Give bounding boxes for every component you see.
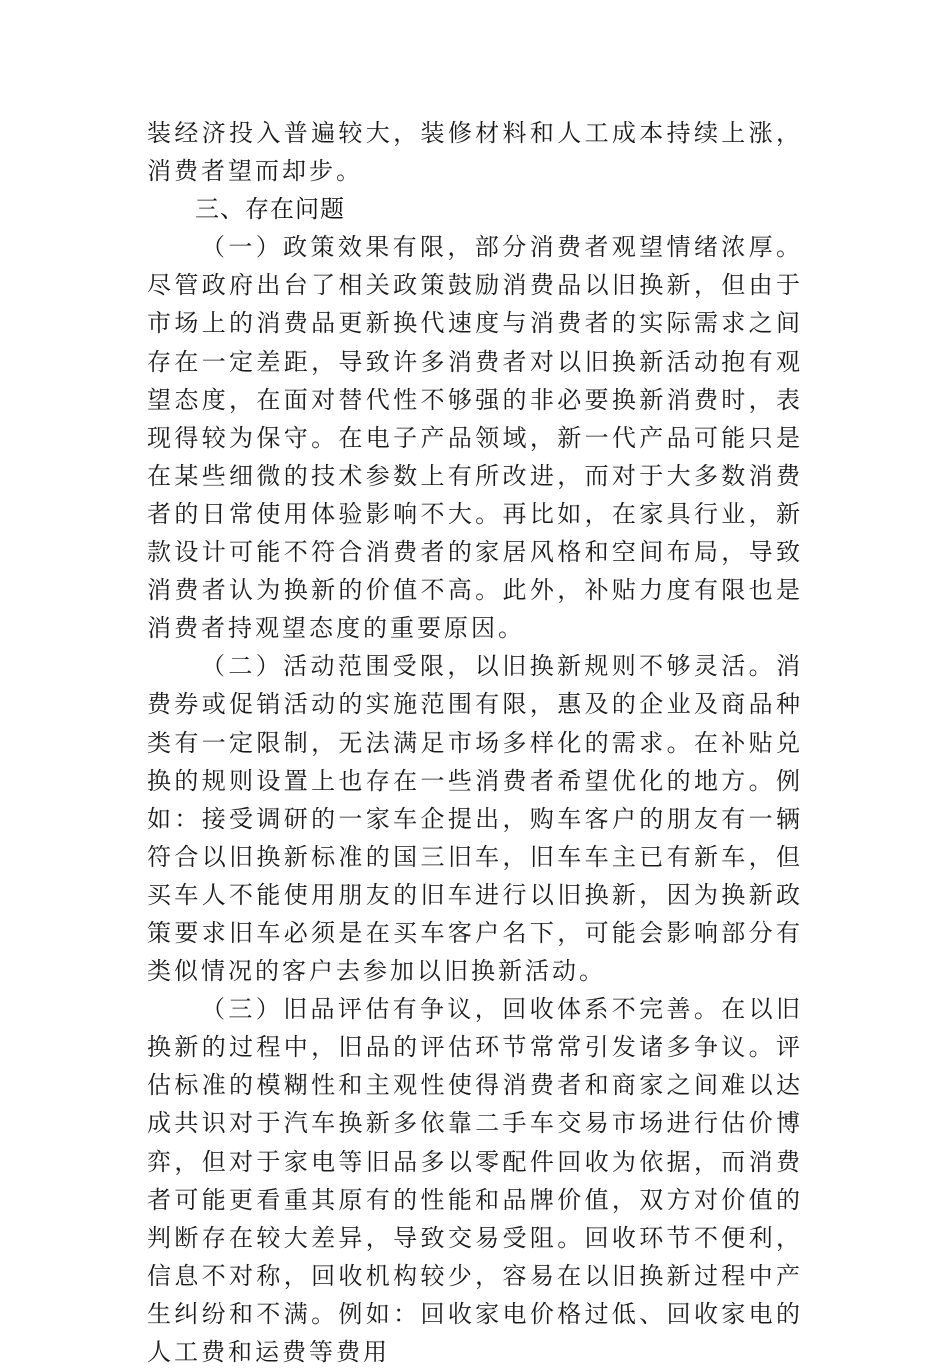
paragraph-issue-3: （三）旧品评估有争议，回收体系不完善。在以旧换新的过程中，旧品的评估环节常常引发诸多争议。评估标准的模糊性和主观性使得消费者和商家之间难以达成共识对于汽车换新多依靠二手车交易市场进行估价博弈，但对于家电等旧品多以零配件回收为依据，而消费者可能更看重其原有的性能和品牌价值，双方对价值的判断存在较大差异，导致交易受阻。回收环节不便利，信息不对称，回收机构较少，容易在以旧换新过程中产生纠纷和不满。例如：回收家电价格过低、回收家电的人工费和运费等费用 [147,995,803,1366]
document-body [147,114,803,1371]
paragraph-issue-1: （一）政策效果有限，部分消费者观望情绪浓厚。尽管政府出台了相关政策鼓励消费品以旧换新，但由于市场上的消费品更新换代速度与消费者的实际需求之间存在一定差距，导致许多消费者对以旧换新活动抱有观望态度，在面对替代性不够强的非必要换新消费时，表现得较为保守。在电子产品领域，新一代产品可能只是在某些细微的技术参数上有所改进，而对于大多数消费者的日常使用体验影响不大。再比如，在家具行业，新款设计可能不符合消费者的家居风格和空间布局，导致消费者认为换新的价值不高。此外，补贴力度有限也是消费者持观望态度的重要原因。 [147,233,803,643]
paragraph-continuation: 装经济投入普遍较大，装修材料和人工成本持续上涨，消费者望而却步。 [147,119,803,186]
paragraph-issue-2: （二）活动范围受限，以旧换新规则不够灵活。消费券或促销活动的实施范围有限，惠及的企业及商品种类有一定限制，无法满足市场多样化的需求。在补贴兑换的规则设置上也存在一些消费者希望优化的地方。例如：接受调研的一家车企提出，购车客户的朋友有一辆符合以旧换新标准的国三旧车，旧车车主已有新车，但买车人不能使用朋友的旧车进行以旧换新，因为换新政策要求旧车必须是在买车客户名下，可能会影响部分有类似情况的客户去参加以旧换新活动。 [147,652,803,986]
section-heading: 三、存在问题 [195,195,345,224]
